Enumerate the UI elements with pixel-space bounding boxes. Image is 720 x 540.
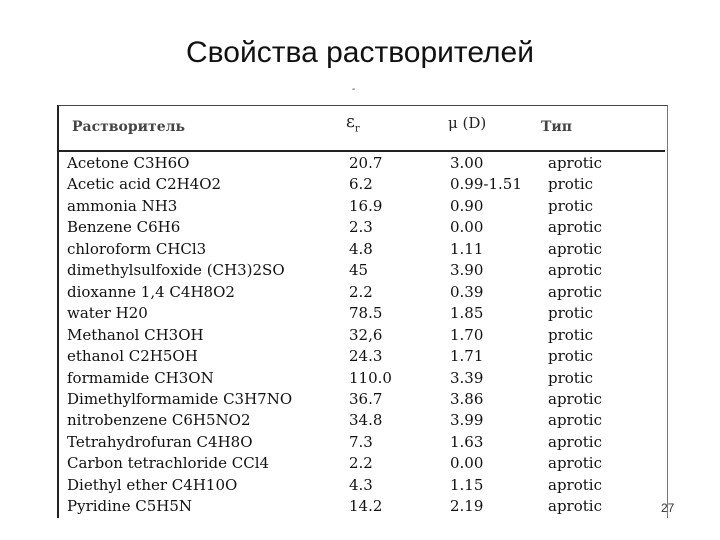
table-row: [0, 325, 720, 346]
table-row: [0, 196, 720, 217]
dipole-value: 1.85: [450, 304, 484, 323]
table-row: [0, 475, 720, 496]
header-dipole-moment: μ (D): [448, 114, 487, 132]
permittivity-value: 2.2: [349, 454, 373, 473]
dipole-value: 0.90: [450, 196, 484, 215]
solvent-name: ethanol C2H5OH: [67, 347, 198, 366]
dipole-value: 0.00: [450, 218, 484, 237]
dipole-value: 1.11: [450, 239, 484, 258]
dipole-value: 1.63: [450, 432, 484, 451]
solvent-name: Pyridine C5H5N: [67, 497, 193, 516]
permittivity-value: 7.3: [349, 432, 373, 451]
permittivity-value: 24.3: [349, 347, 383, 366]
solvent-type: aprotic: [548, 389, 602, 408]
table-row: [0, 217, 720, 238]
solvent-type: protic: [548, 175, 594, 194]
table-row: [0, 174, 720, 195]
permittivity-value: 110.0: [349, 368, 392, 387]
solvent-type: aprotic: [548, 475, 602, 494]
permittivity-value: 2.3: [349, 218, 373, 237]
header-eps-subscript: r: [354, 123, 360, 135]
table-row: [0, 453, 720, 474]
permittivity-value: 2.2: [349, 282, 373, 301]
dipole-value: 3.00: [450, 154, 484, 172]
solvent-type: aprotic: [548, 218, 602, 237]
permittivity-value: 6.2: [349, 175, 373, 194]
solvent-name: ammonia NH3: [67, 196, 178, 215]
header-divider: [57, 150, 665, 152]
permittivity-value: 16.9: [349, 196, 383, 215]
dipole-value: 3.39: [450, 368, 484, 387]
solvent-name: Methanol CH3OH: [67, 325, 204, 344]
solvent-type: aprotic: [548, 497, 602, 516]
header-solvent: Растворитель: [72, 119, 185, 135]
solvent-type: protic: [548, 196, 594, 215]
permittivity-value: 20.7: [349, 154, 383, 172]
dipole-value: 3.90: [450, 261, 484, 280]
table-row: [0, 496, 720, 517]
header-permittivity: [346, 112, 360, 134]
slide-title: Свойства растворителей: [186, 36, 534, 69]
solvent-type: aprotic: [548, 454, 602, 473]
solvent-type: aprotic: [548, 261, 602, 280]
solvent-type: protic: [548, 325, 594, 344]
permittivity-value: 4.3: [349, 475, 373, 494]
solvent-type: aprotic: [548, 411, 602, 430]
dipole-value: 0.00: [450, 454, 484, 473]
solvent-name: Carbon tetrachloride CCl4: [67, 454, 270, 473]
title-dash: -: [352, 84, 356, 95]
permittivity-value: 4.8: [349, 239, 373, 258]
solvent-name: Acetic acid C2H4O2: [67, 175, 222, 194]
table-row: [0, 303, 720, 324]
dipole-value: 3.86: [450, 389, 484, 408]
header-eps-symbol: ε: [346, 112, 355, 132]
header-type: Тип: [541, 119, 573, 135]
solvent-name: water H20: [67, 304, 148, 323]
table-row: [0, 153, 720, 174]
table-row: [0, 432, 720, 453]
page-number: 27: [661, 501, 675, 515]
solvent-name: Benzene C6H6: [67, 218, 181, 237]
solvent-type: aprotic: [548, 432, 602, 451]
solvent-type: aprotic: [548, 154, 602, 172]
permittivity-value: 45: [349, 261, 369, 280]
solvent-name: nitrobenzene C6H5NO2: [67, 411, 251, 430]
permittivity-value: 32,6: [349, 325, 383, 344]
table-row: [0, 368, 720, 389]
permittivity-value: 78.5: [349, 304, 383, 323]
dipole-value: 1.70: [450, 325, 484, 344]
table-row: [0, 346, 720, 367]
solvent-name: dioxanne 1,4 C4H8O2: [67, 282, 235, 301]
solvent-type: protic: [548, 347, 594, 366]
solvent-type: aprotic: [548, 282, 602, 301]
solvent-name: Dimethylformamide C3H7NO: [67, 389, 293, 408]
dipole-value: 1.71: [450, 347, 484, 366]
solvent-name: chloroform CHCl3: [67, 239, 207, 258]
solvent-name: dimethylsulfoxide (CH3)2SO: [67, 261, 285, 280]
table-row: [0, 410, 720, 431]
permittivity-value: 14.2: [349, 497, 383, 516]
dipole-value: 0.99-1.51: [450, 175, 522, 194]
dipole-value: 2.19: [450, 497, 484, 516]
solvent-type: protic: [548, 304, 594, 323]
solvent-name: Diethyl ether C4H10O: [67, 475, 238, 494]
table-row: [0, 239, 720, 260]
table-row: [0, 282, 720, 303]
solvent-name: Tetrahydrofuran C4H8O: [67, 432, 253, 451]
table-row: [0, 260, 720, 281]
dipole-value: 1.15: [450, 475, 484, 494]
solvent-name: formamide CH3ON: [67, 368, 214, 387]
solvent-type: aprotic: [548, 239, 602, 258]
dipole-value: 0.39: [450, 282, 484, 301]
dipole-value: 3.99: [450, 411, 484, 430]
solvent-name: Acetone C3H6O: [67, 154, 190, 172]
permittivity-value: 34.8: [349, 411, 383, 430]
table-row: [0, 389, 720, 410]
solvent-type: protic: [548, 368, 594, 387]
permittivity-value: 36.7: [349, 389, 383, 408]
